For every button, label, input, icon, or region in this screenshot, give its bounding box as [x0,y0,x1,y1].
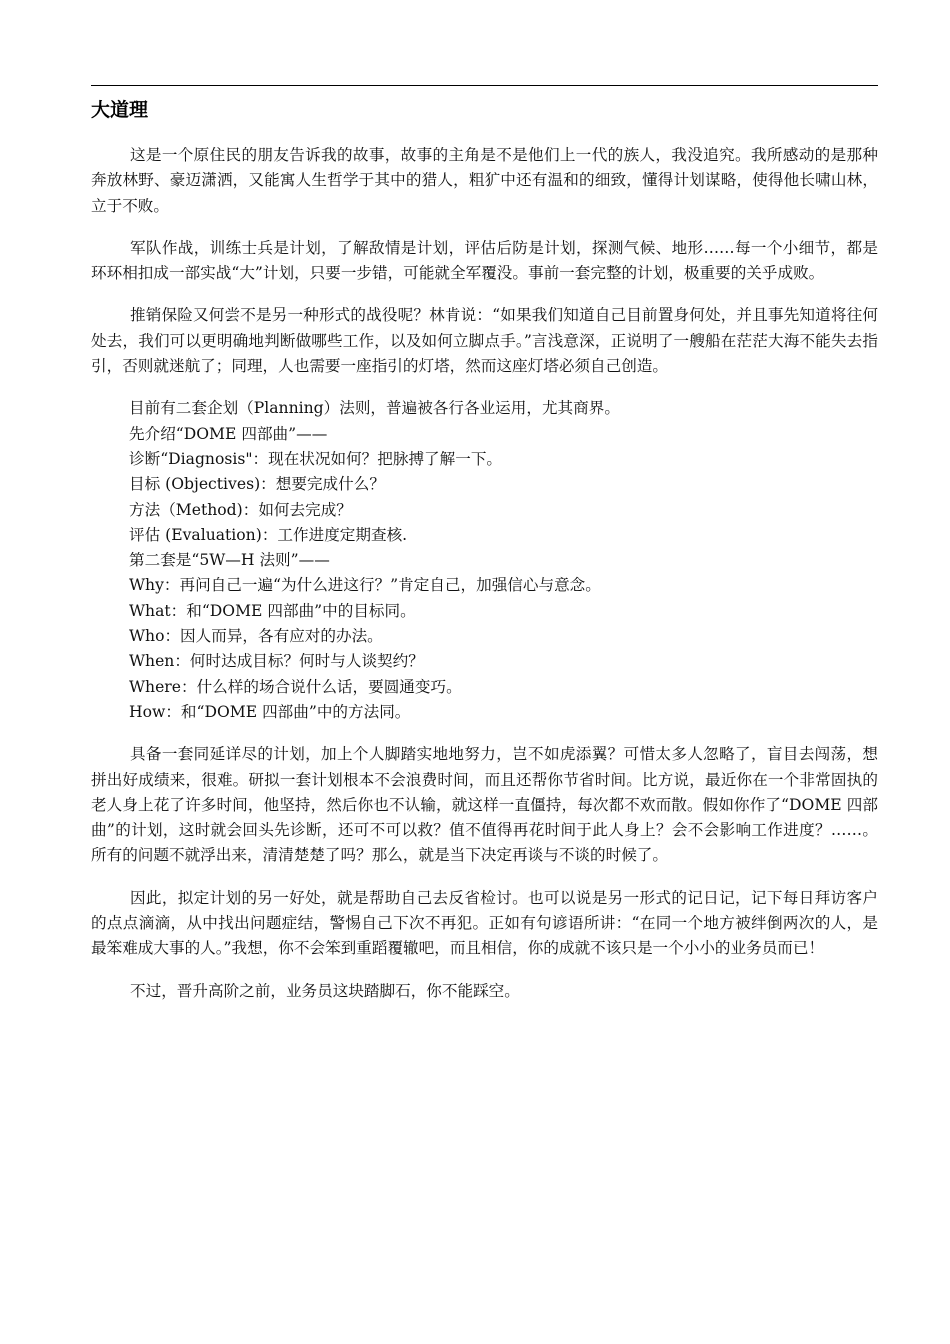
article-title: 大道理 [91,99,149,121]
list-line-where: Where：什么样的场合说什么话，要圆通变巧。 [129,677,462,696]
list-line-dome-intro: 先介绍“DOME 四部曲”—— [129,424,328,443]
header-rule [91,85,878,86]
list-line-evaluation: 评估 (Evaluation)：工作进度定期查核. [129,525,408,544]
list-line-5wh-intro: 第二套是“5W—H 法则”—— [129,551,330,570]
paragraph-4: 具备一套同延详尽的计划，加上个人脚踏实地地努力，岂不如虎添翼？可惜太多人忽略了，盲目去闯荡，想拼出好成绩来，很难。研拟一套计划根本不会浪费时间，而且还帮你节省时间。比方说，最近你在一个非常固执的老人身上花了许多时间，他坚持，然后你也不认输，就这样一直僵持，每次都不欢而散。假如你作了“DOME 四部曲”的计划，这时就会回头先诊断，还可不可以救？值不值得再花时间于此人身上？会不会影响工作进度？……。所有的问题不就浮出来，清清楚楚了吗？那么，就是当下决定再谈与不谈的时候了。 [91,745,878,865]
list-line-method: 方法（Method)：如何去完成？ [129,500,352,519]
list-line-when: When：何时达成目标？何时与人谈契约？ [129,652,424,671]
paragraph-5: 因此，拟定计划的另一好处，就是帮助自己去反省检讨。也可以说是另一形式的记日记，记下每日拜访客户的点点滴滴，从中找出问题症结，警惕自己下次不再犯。正如有句谚语所讲：“在同一个地方被绊倒两次的人，是最笨难成大事的人。”我想，你不会笨到重蹈覆辙吧，而且相信，你的成就不该只是一个小小的业务员而已！ [91,888,878,958]
list-line-who: Who：因人而异，各有应对的办法。 [129,627,383,646]
list-line-objectives: 目标 (Objectives)：想要完成什么？ [129,475,385,494]
list-line-what: What：和“DOME 四部曲”中的目标同。 [129,601,416,620]
list-line-how: How：和“DOME 四部曲”中的方法同。 [129,702,411,721]
planning-rules-list [91,396,878,725]
list-line-planning-intro: 目前有二套企划（Planning）法则，普遍被各行各业运用，尤其商界。 [129,399,620,418]
list-line-why: Why：再问自己一遍“为什么进这行？”肯定自己，加强信心与意念。 [129,576,601,595]
paragraph-3: 推销保险又何尝不是另一种形式的战役呢？林肯说：“如果我们知道自己目前置身何处，并且事先知道将往何处去，我们可以更明确地判断做哪些工作，以及如何立脚点手。”言浅意深，正说明了一艘船在茫茫大海不能失去指引，否则就迷航了；同理，人也需要一座指引的灯塔，然而这座灯塔必须自己创造。 [91,306,878,376]
paragraph-2: 军队作战，训练士兵是计划，了解敌情是计划，评估后防是计划，探测气候、地形……每一个小细节，都是环环相扣成一部实战“大”计划，只要一步错，可能就全军覆没。事前一套完整的计划，极重要的关乎成败。 [91,238,878,283]
list-line-diagnosis: 诊断“Diagnosis"：现在状况如何？把脉搏了解一下。 [129,449,503,468]
article-body [91,143,878,1021]
paragraph-1: 这是一个原住民的朋友告诉我的故事，故事的主角是不是他们上一代的族人，我没追究。我所感动的是那种奔放林野、豪迈潇洒，又能寓人生哲学于其中的猎人，粗犷中还有温和的细致，懂得计划谋略，使得他长啸山林，立于不败。 [91,146,878,215]
paragraph-6: 不过，晋升高阶之前，业务员这块踏脚石，你不能踩空。 [130,981,520,1000]
